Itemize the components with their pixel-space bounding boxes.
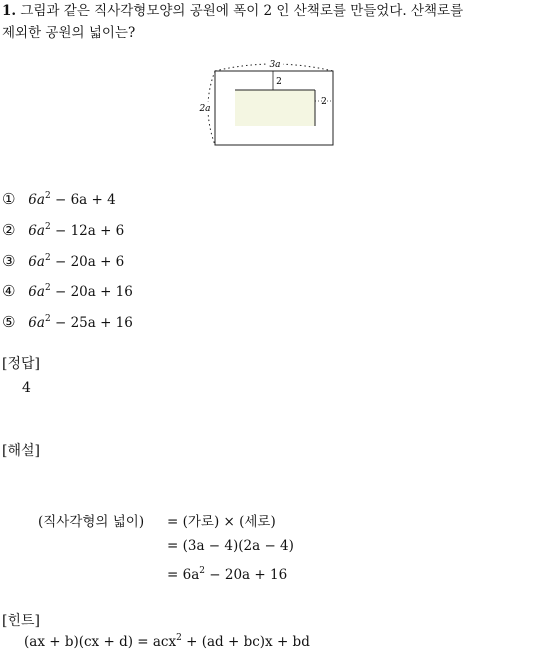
choice-2[interactable] bbox=[2, 221, 124, 239]
answer-heading: [정답] bbox=[2, 356, 40, 372]
choice-mark: ① bbox=[2, 190, 16, 208]
choice-mark: ② bbox=[2, 221, 16, 239]
hint-formula: (ax + b)(cx + d) = acx$^2$ + (ad + bc)x + bd bbox=[24, 633, 310, 650]
inner-right-label: 2 bbox=[321, 97, 327, 107]
inner-park-rect bbox=[235, 90, 315, 126]
question-text-1: 그림과 같은 직사각형모양의 공원에 폭이 2 인 산책로를 만들었다. 산책로를 bbox=[20, 3, 464, 19]
choice-1[interactable] bbox=[2, 190, 116, 208]
answer-value: 4 bbox=[22, 380, 31, 396]
explanation-heading: [해설] bbox=[2, 443, 40, 459]
choice-5[interactable] bbox=[2, 313, 133, 331]
choice-expression: $6a^2 - 12a + 6$ bbox=[28, 222, 125, 239]
explanation-step-1: = (가로) × (세로) bbox=[167, 514, 276, 530]
hint-heading: [힌트] bbox=[2, 613, 40, 629]
question-line-2 bbox=[2, 22, 135, 44]
explanation-lhs: (직사각형의 넓이) bbox=[38, 514, 145, 530]
question-number: 1. bbox=[2, 3, 17, 19]
explanation-step-2: = (3a − 4)(2a − 4) bbox=[167, 538, 294, 554]
choice-mark: ④ bbox=[2, 282, 16, 300]
choice-expression: $6a^2 - 20a + 16$ bbox=[28, 283, 133, 300]
choice-expression: $6a^2 - 25a + 16$ bbox=[28, 314, 133, 331]
question-text-2: 제외한 공원의 넓이는? bbox=[2, 25, 136, 41]
inner-top-label: 2 bbox=[276, 77, 282, 87]
question-line-1 bbox=[2, 0, 463, 22]
park-figure bbox=[195, 55, 345, 155]
choice-expression: $6a^2 - 6a + 4$ bbox=[28, 191, 116, 208]
choice-mark: ⑤ bbox=[2, 313, 16, 331]
choice-3[interactable] bbox=[2, 252, 124, 270]
choice-4[interactable] bbox=[2, 282, 133, 300]
explanation-step-3: = $6a^2 - 20a + 16$ bbox=[167, 566, 288, 583]
choice-mark: ③ bbox=[2, 252, 16, 270]
choice-expression: $6a^2 - 20a + 6$ bbox=[28, 253, 125, 270]
left-label: 2a bbox=[199, 104, 211, 114]
top-label: 3a bbox=[269, 60, 281, 70]
